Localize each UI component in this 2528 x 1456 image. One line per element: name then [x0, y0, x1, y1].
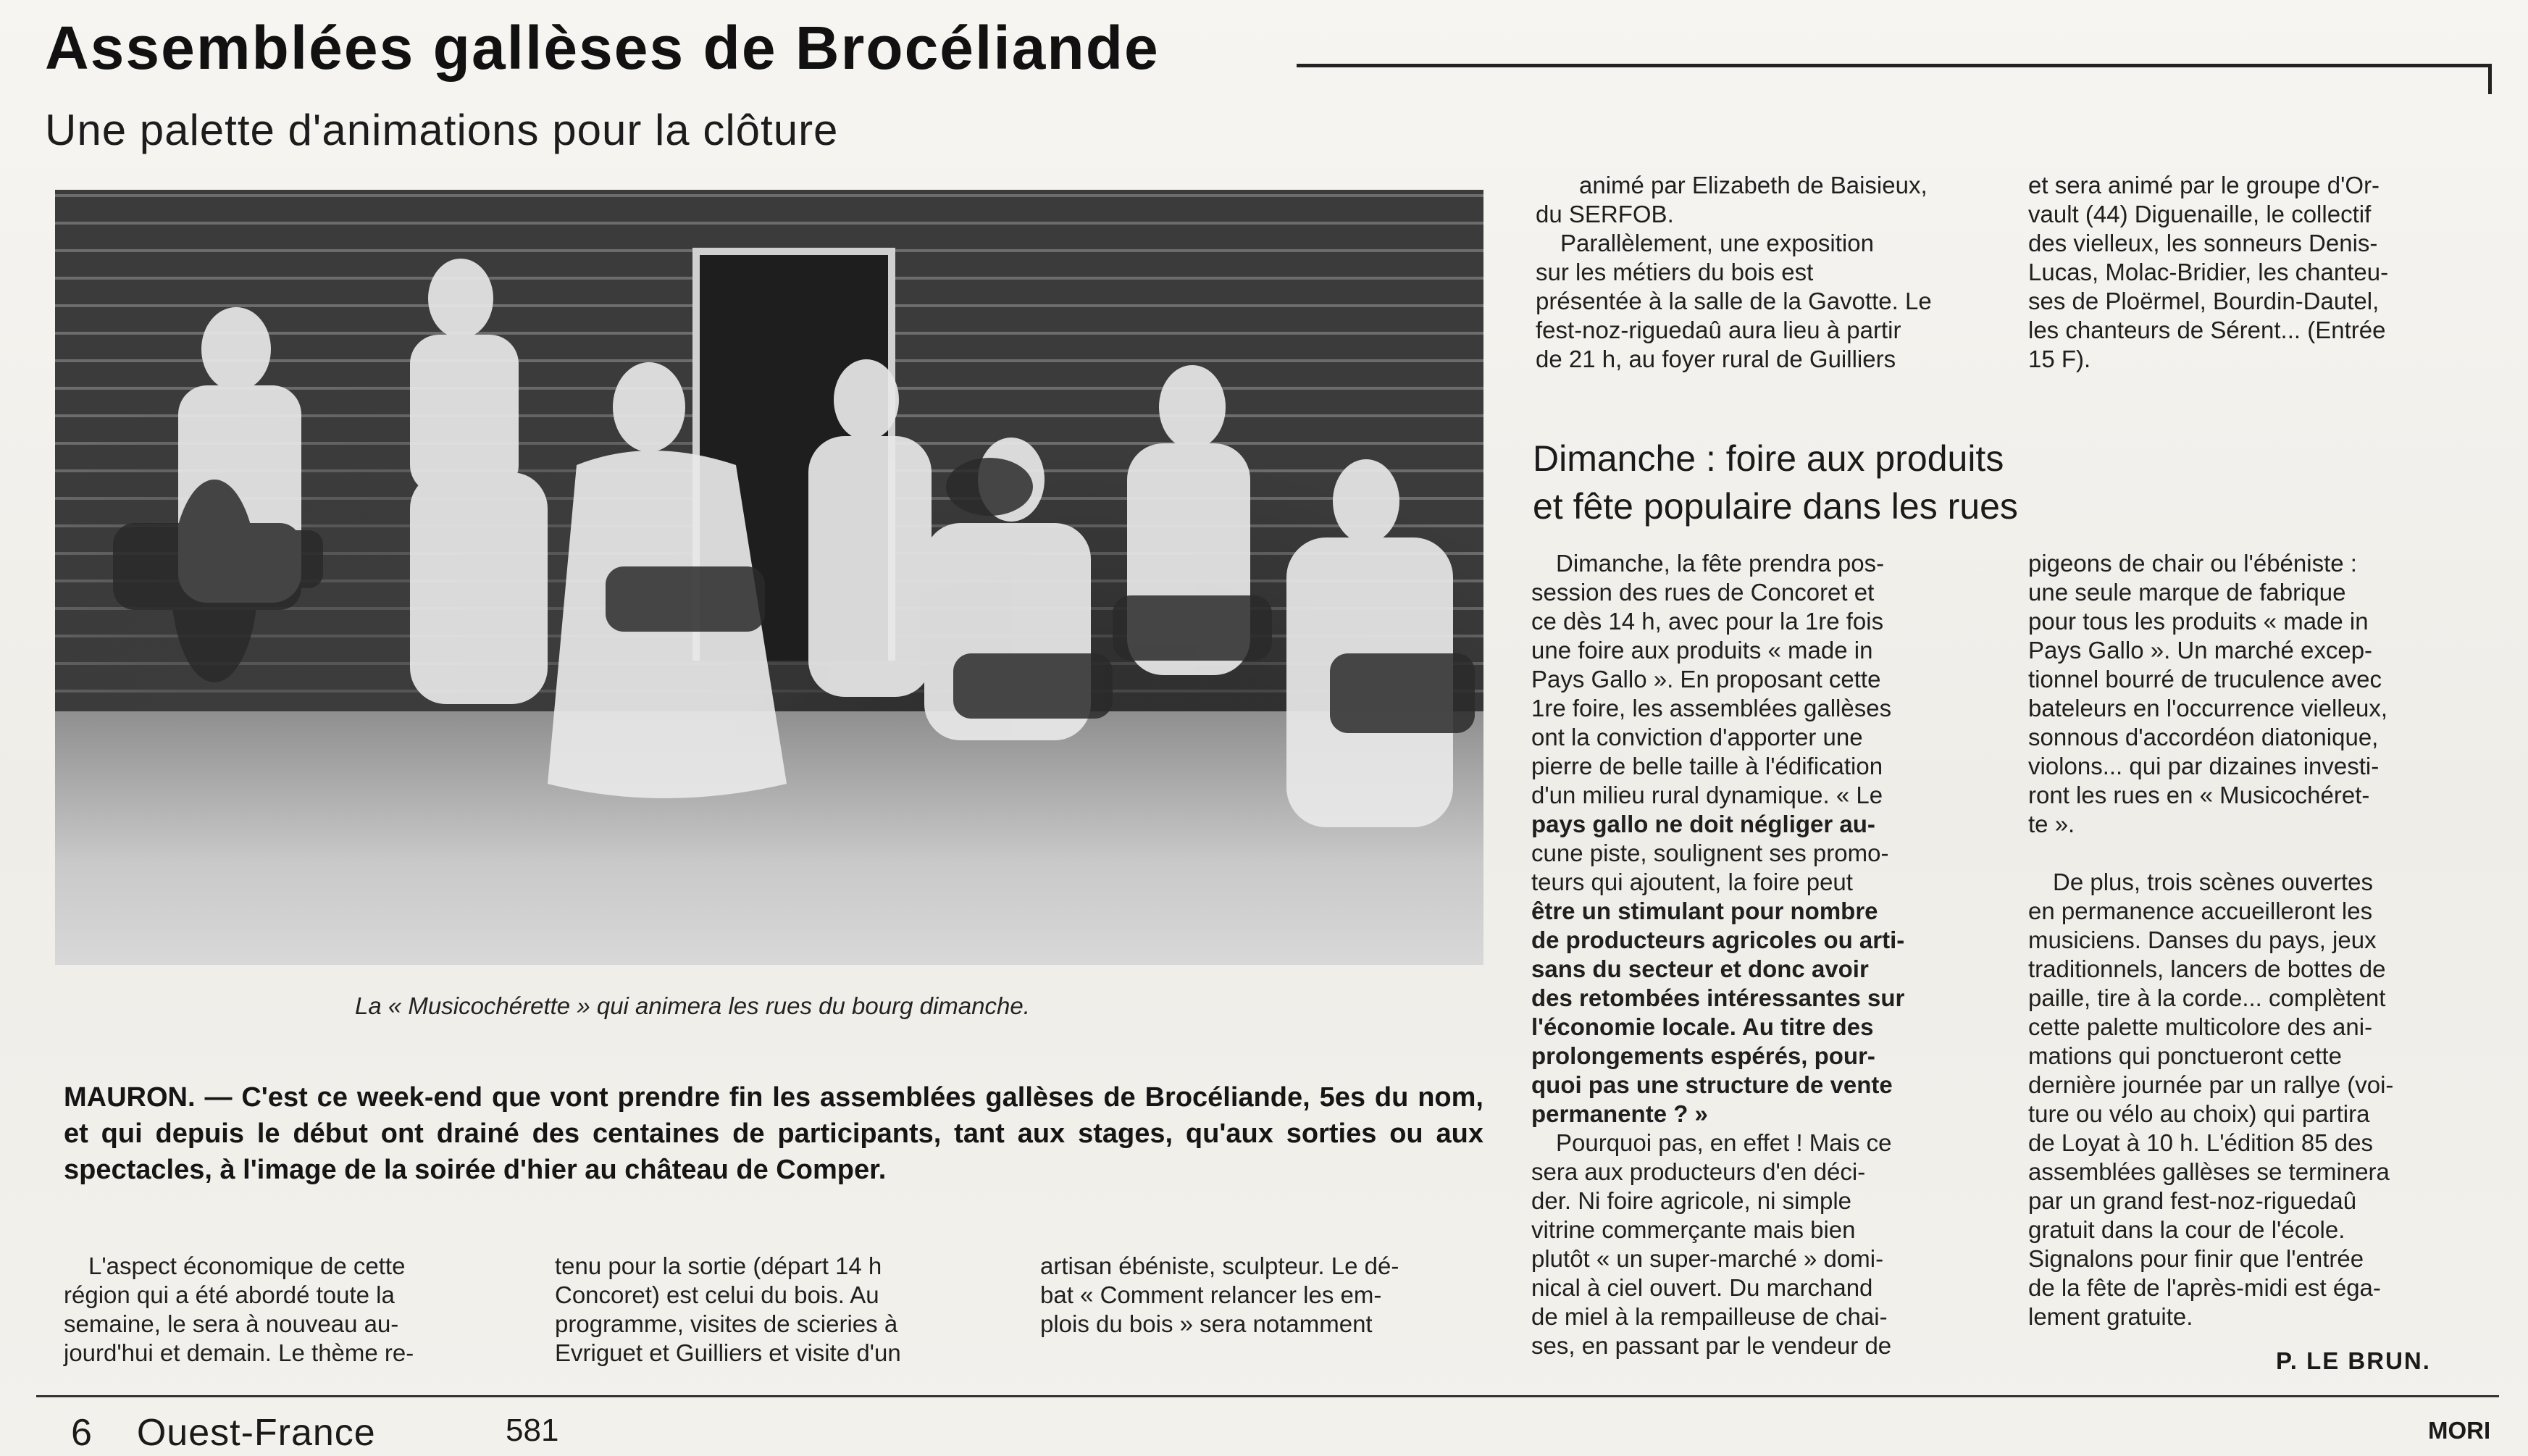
text-line: Lucas, Molac-Bridier, les chanteu- [2028, 259, 2389, 285]
headline-rule-corner [2488, 64, 2492, 94]
body-column-3 [1040, 1252, 1489, 1339]
text-line: jourd'hui et demain. Le thème re- [64, 1339, 414, 1366]
section-heading [1533, 435, 2018, 530]
text-line: Concoret) est celui du bois. Au [555, 1281, 879, 1308]
text-line: ce dès 14 h, avec pour la 1re fois [1531, 608, 1884, 635]
text-line: tionnel bourré de truculence avec [2028, 666, 2382, 693]
text-line: ses, en passant par le vendeur de [1531, 1332, 1892, 1359]
text-line: programme, visites de scieries à [555, 1310, 898, 1337]
text-line: l'économie locale. Au titre des [1531, 1013, 1874, 1040]
headline-rule [1297, 64, 2492, 67]
text-line: teurs qui ajoutent, la foire peut [1531, 869, 1853, 895]
footer-right-mark: MORI [2428, 1417, 2491, 1444]
text-line: en permanence accueilleront les [2028, 898, 2373, 924]
text-line: quoi pas une structure de vente [1531, 1071, 1893, 1098]
text-line: sonnous d'accordéon diatonique, [2028, 724, 2379, 750]
text-line: der. Ni foire agricole, ni simple [1531, 1187, 1852, 1214]
text-line: sans du secteur et donc avoir [1531, 955, 1869, 982]
text-line: d'un milieu rural dynamique. « Le [1531, 782, 1883, 808]
text-line: nical à ciel ouvert. Du marchand [1531, 1274, 1873, 1301]
text-line: de producteurs agricoles ou arti- [1531, 926, 1905, 953]
text-line: 1re foire, les assemblées gallèses [1531, 695, 1892, 721]
text-line: De plus, trois scènes ouvertes [2053, 869, 2374, 895]
text-line: fest-noz-riguedaû aura lieu à partir [1536, 317, 1901, 343]
headline: Assemblées gallèses de Brocéliande [45, 14, 1160, 82]
text-line: permanente ? » [1531, 1100, 1708, 1127]
text-line: Parallèlement, une exposition [1560, 230, 1874, 256]
text-line: des vielleux, les sonneurs Denis- [2028, 230, 2378, 256]
text-line: pays gallo ne doit négliger au- [1531, 811, 1875, 837]
photo-caption: La « Musicochérette » qui animera les rues du bourg dimanche. [355, 992, 1030, 1019]
text-line: ront les rues en « Musicochéret- [2028, 782, 2370, 808]
text-line: lement gratuite. [2028, 1303, 2193, 1330]
text-line: ture ou vélo au choix) qui partira [2028, 1100, 2370, 1127]
text-line: animé par Elizabeth de Baisieux, [1579, 172, 1928, 198]
text-line: Pays Gallo ». En proposant cette [1531, 666, 1881, 693]
text-line: les chanteurs de Sérent... (Entrée [2028, 317, 2386, 343]
text-line: semaine, le sera à nouveau au- [64, 1310, 399, 1337]
lead-paragraph: MAURON. — C'est ce week-end que vont prendre fin les assemblées gallèses de Brocéliande, 5es du nom, et qui depuis le début ont drainé des centaines de participants, tant aux stages, qu'aux sorties ou aux spectacles, à l'image de la soirée d'hier au château de Comper. [64, 1082, 1483, 1185]
upper-right-column-a [1536, 171, 1999, 374]
section-heading-line: et fête populaire dans les rues [1533, 486, 2018, 527]
text-line [2028, 839, 2492, 868]
text-line: par un grand fest-noz-riguedaû [2028, 1187, 2357, 1214]
subheadline: Une palette d'animations pour la clôture [45, 106, 839, 154]
text-line: et sera animé par le groupe d'Or- [2028, 172, 2380, 198]
text-line: plois du bois » sera notamment [1040, 1310, 1373, 1337]
text-line: prolongements espérés, pour- [1531, 1042, 1875, 1069]
footer-rule [36, 1395, 2499, 1397]
text-line: région qui a été abordé toute la [64, 1281, 395, 1308]
text-line: cune piste, soulignent ses promo- [1531, 840, 1889, 866]
text-line: te ». [2028, 811, 2075, 837]
text-line: de Loyat à 10 h. L'édition 85 des [2028, 1129, 2374, 1156]
text-line: violons... qui par dizaines investi- [2028, 753, 2380, 779]
text-line: session des rues de Concoret et [1531, 579, 1875, 606]
body-column-1 [64, 1252, 513, 1368]
upper-right-column-b [2028, 171, 2492, 374]
text-line: 15 F). [2028, 346, 2091, 372]
text-line: vault (44) Diguenaille, le collectif [2028, 201, 2372, 227]
article-photo [55, 190, 1483, 965]
text-line: traditionnels, lancers de bottes de [2028, 955, 2386, 982]
text-line: Dimanche, la fête prendra pos- [1556, 550, 1885, 577]
right-column-right [2028, 549, 2492, 1331]
text-line: du SERFOB. [1536, 201, 1674, 227]
text-line: Pays Gallo ». Un marché excep- [2028, 637, 2373, 664]
text-line: présentée à la salle de la Gavotte. Le [1536, 288, 1932, 314]
text-line: de 21 h, au foyer rural de Guilliers [1536, 346, 1896, 372]
text-line: bateleurs en l'occurrence vielleux, [2028, 695, 2388, 721]
footer-code: 581 [506, 1413, 559, 1448]
text-line: une seule marque de fabrique [2028, 579, 2346, 606]
text-line: une foire aux produits « made in [1531, 637, 1873, 664]
text-line: Pourquoi pas, en effet ! Mais ce [1556, 1129, 1892, 1156]
text-line: ont la conviction d'apporter une [1531, 724, 1863, 750]
text-line: ses de Ploërmel, Bourdin-Dautel, [2028, 288, 2380, 314]
text-line: de miel à la rempailleuse de chai- [1531, 1303, 1888, 1330]
text-line: sera aux producteurs d'en déci- [1531, 1158, 1866, 1185]
right-column-left [1531, 549, 1995, 1360]
newspaper-name: Ouest-France [136, 1412, 376, 1454]
text-line: Signalons pour finir que l'entrée [2028, 1245, 2364, 1272]
text-line: assemblées gallèses se terminera [2028, 1158, 2390, 1185]
photo-musicians [55, 190, 1483, 965]
text-line: L'aspect économique de cette [88, 1252, 406, 1279]
text-line: bat « Comment relancer les em- [1040, 1281, 1382, 1308]
text-line: être un stimulant pour nombre [1531, 898, 1878, 924]
text-line: plutôt « un super-marché » domi- [1531, 1245, 1884, 1272]
text-line: cette palette multicolore des ani- [2028, 1013, 2373, 1040]
section-heading-line: Dimanche : foire aux produits [1533, 438, 2004, 479]
text-line: pour tous les produits « made in [2028, 608, 2369, 635]
text-line: paille, tire à la corde... complètent [2028, 984, 2386, 1011]
text-line: mations qui ponctueront cette [2028, 1042, 2342, 1069]
text-line: musiciens. Danses du pays, jeux [2028, 926, 2377, 953]
text-line: dernière journée par un rallye (voi- [2028, 1071, 2394, 1098]
text-line: pigeons de chair ou l'ébéniste : [2028, 550, 2357, 577]
text-line: des retombées intéressantes sur [1531, 984, 1905, 1011]
text-line: vitrine commerçante mais bien [1531, 1216, 1856, 1243]
text-line: tenu pour la sortie (départ 14 h [555, 1252, 882, 1279]
text-line: gratuit dans la cour de l'école. [2028, 1216, 2345, 1243]
text-line: sur les métiers du bois est [1536, 259, 1814, 285]
text-line: pierre de belle taille à l'édification [1531, 753, 1883, 779]
footer-masthead [71, 1411, 376, 1455]
text-line: de la fête de l'après-midi est éga- [2028, 1274, 2381, 1301]
text-line: artisan ébéniste, sculpteur. Le dé- [1040, 1252, 1399, 1279]
text-line: Evriguet et Guilliers et visite d'un [555, 1339, 901, 1366]
body-column-2 [555, 1252, 1004, 1368]
page-number: 6 [71, 1412, 93, 1454]
author-signature: P. LE BRUN. [2276, 1347, 2431, 1374]
